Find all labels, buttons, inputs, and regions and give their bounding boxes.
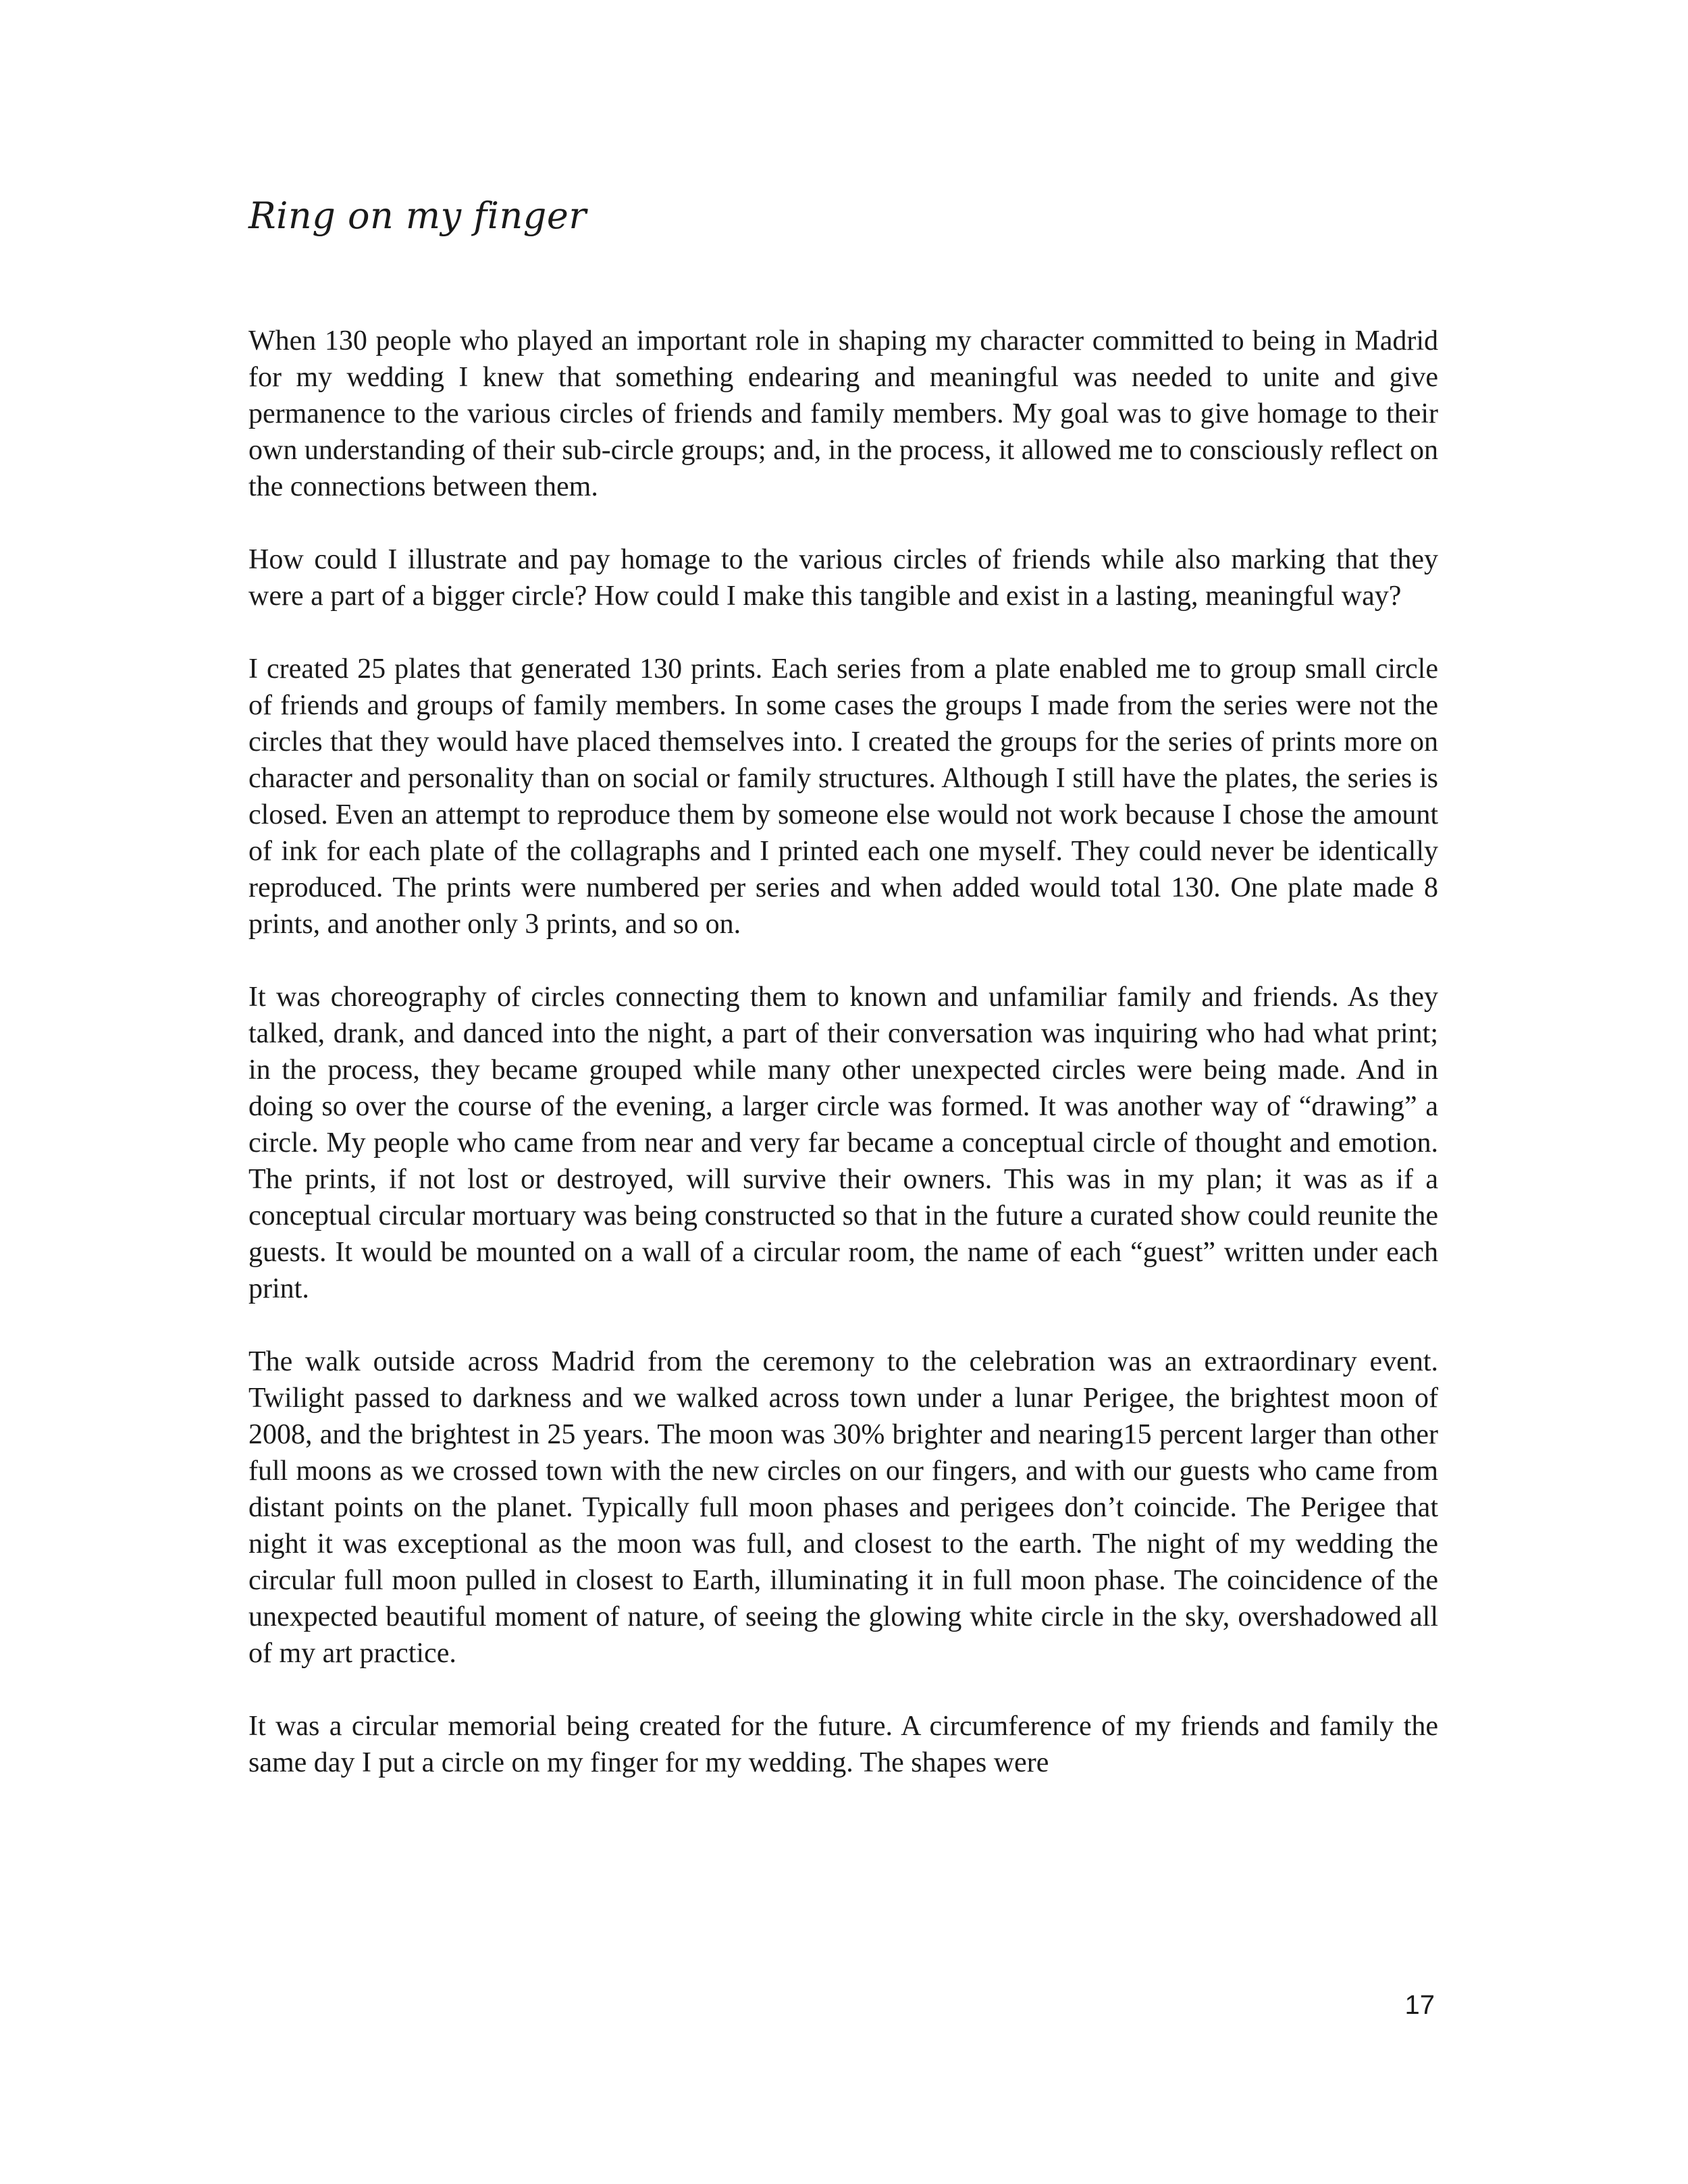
paragraph: How could I illustrate and pay homage to the various circles of friends while also marking that they were a part of a bigger circle? How could I make this tangible and exist in a lasting, meaningful way? — [248, 544, 1438, 612]
paragraph: It was choreography of circles connecting them to known and unfamiliar family and friends. As they talked, drank, and danced into the night, a part of their conversation was inquiring who had what print; in the process, they became grouped while many other unexpected circles were being made. And in doing so over the course of the evening, a larger circle was formed. It was another way of “drawing” a circle. My people who came from near and very far became a conceptual circle of thought and emotion. The prints, if not lost or destroyed, will survive their owners. This was in my plan; it was as if a conceptual circular mortuary was being constructed so that in the future a curated show could reunite the guests. It would be mounted on a wall of a circular room, the name of each “guest” written under each print. — [248, 982, 1438, 1304]
chapter-title: Ring on my finger — [248, 194, 587, 237]
paragraph: The walk outside across Madrid from the ceremony to the celebration was an extraordinary event. Twilight passed to darkness and we walked across town under a lunar Perigee, the brightest moon of 2008, and the brightest in 25 years. The moon was 30% brighter and nearing15 percent larger than other full moons as we crossed town with the new circles on our fingers, and with our guests who came from distant points on the planet. Typically full moon phases and perigees don’t coincide. The Perigee that night it was exceptional as the moon was full, and closest to the earth. The night of my wedding the circular full moon pulled in closest to Earth, illuminating it in full moon phase. The coincidence of the unexpected beautiful moment of nature, of seeing the glowing white circle in the sky, overshadowed all of my art practice. — [248, 1346, 1438, 1669]
paragraph: When 130 people who played an important role in shaping my character committed to being in Madrid for my wedding I knew that something endearing and meaningful was needed to unite and give permanence to the various circles of friends and family members. My goal was to give homage to their own understanding of their sub-circle groups; and, in the process, it allowed me to consciously reflect on the connections between them. — [248, 325, 1438, 502]
paragraph: It was a circular memorial being created for the future. A circumference of my friends and family the same day I put a circle on my finger for my wedding. The shapes were — [248, 1711, 1438, 1778]
paragraph: I created 25 plates that generated 130 prints. Each series from a plate enabled me to group small circle of friends and groups of family members. In some cases the groups I made from the series were not the circles that they would have placed themselves into. I created the groups for the series of prints more on character and personality than on social or family structures. Although I still have the plates, the series is closed. Even an attempt to reproduce them by someone else would not work because I chose the amount of ink for each plate of the collagraphs and I printed each one myself. They could never be identically reproduced. The prints were numbered per series and when added would total 130. One plate made 8 prints, and another only 3 prints, and so on. — [248, 654, 1438, 940]
body-text — [248, 323, 1438, 1781]
page-number: 17 — [1404, 1990, 1435, 2020]
